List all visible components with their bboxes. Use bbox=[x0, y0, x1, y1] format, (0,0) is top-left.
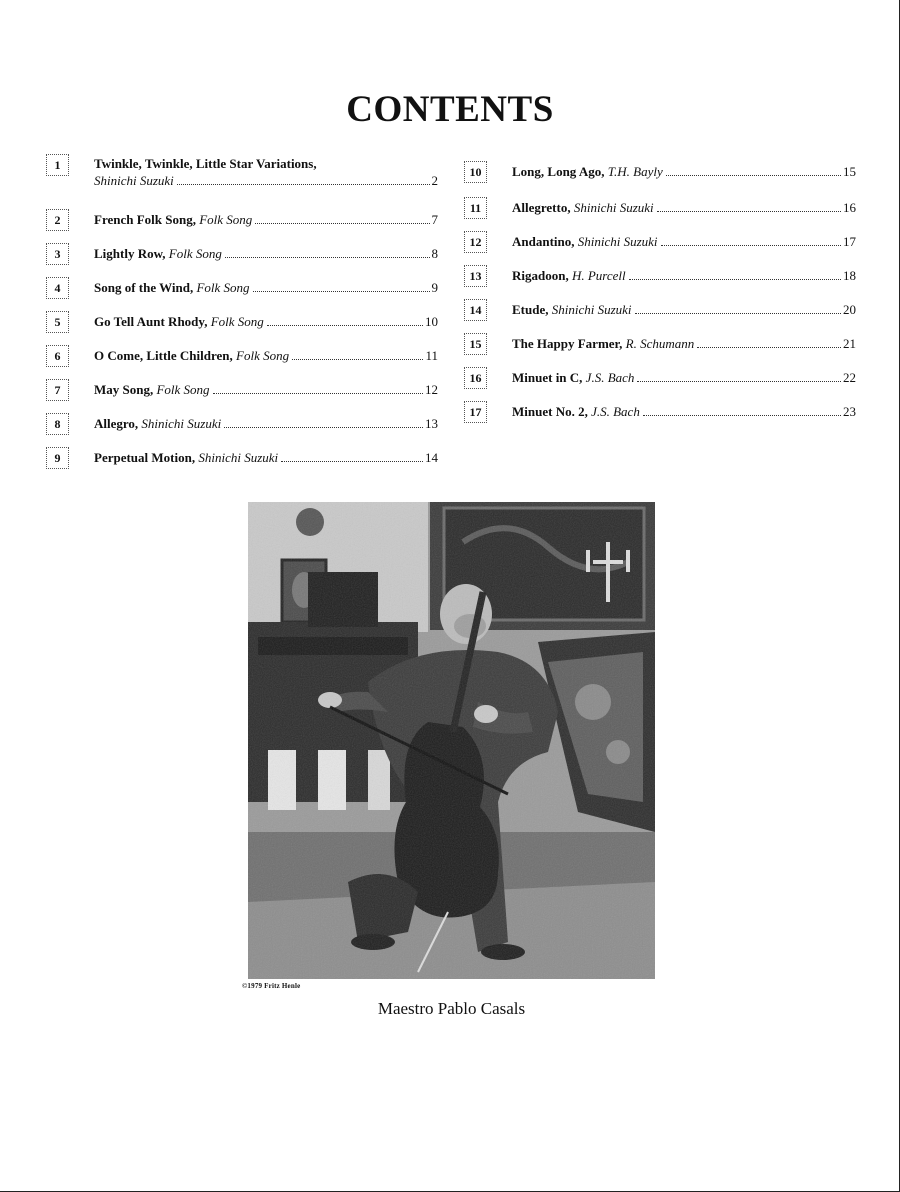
toc-composer: Shinichi Suzuki bbox=[577, 234, 658, 249]
toc-title: Lightly Row, bbox=[94, 246, 166, 261]
dot-leader bbox=[657, 210, 841, 212]
dot-leader bbox=[697, 346, 841, 348]
toc-number-box: 7 bbox=[46, 379, 69, 401]
dot-leader bbox=[224, 426, 423, 428]
toc-composer: Folk Song bbox=[196, 280, 250, 295]
dot-leader bbox=[637, 380, 841, 382]
dot-leader bbox=[177, 183, 430, 185]
toc-title: Long, Long Ago, bbox=[512, 164, 605, 179]
toc-page-number: 8 bbox=[431, 246, 438, 261]
toc-entry-text bbox=[512, 369, 856, 386]
toc-entry-text bbox=[94, 381, 438, 398]
dot-leader bbox=[643, 414, 841, 416]
toc-page-number: 18 bbox=[843, 268, 856, 283]
toc-entry-text bbox=[94, 211, 438, 228]
toc-entry-text bbox=[94, 279, 438, 296]
toc-title: French Folk Song, bbox=[94, 212, 196, 227]
dot-leader bbox=[661, 244, 841, 246]
toc-entry-text bbox=[94, 155, 438, 189]
toc-page-number: 13 bbox=[425, 416, 438, 431]
toc-entry-text bbox=[512, 233, 856, 250]
dot-leader bbox=[213, 392, 423, 394]
toc-number-box: 14 bbox=[464, 299, 487, 321]
toc-number-box: 15 bbox=[464, 333, 487, 355]
toc-page-number: 21 bbox=[843, 336, 856, 351]
toc-composer: Shinichi Suzuki bbox=[141, 416, 222, 431]
toc-title: Song of the Wind, bbox=[94, 280, 194, 295]
toc-title: Rigadoon, bbox=[512, 268, 569, 283]
toc-title: Twinkle, Twinkle, Little Star Variations, bbox=[94, 156, 317, 171]
dot-leader bbox=[255, 222, 429, 224]
toc-page-number: 14 bbox=[425, 450, 438, 465]
dot-leader bbox=[666, 174, 841, 176]
toc-page-number: 15 bbox=[843, 164, 856, 179]
casals-photo bbox=[248, 502, 655, 979]
toc-title: Etude, bbox=[512, 302, 549, 317]
toc-entry-text bbox=[512, 301, 856, 318]
toc-number-box: 5 bbox=[46, 311, 69, 333]
toc-entry-text bbox=[512, 335, 856, 352]
toc-title: Perpetual Motion, bbox=[94, 450, 196, 465]
dot-leader bbox=[267, 324, 423, 326]
toc-entry-text bbox=[94, 449, 438, 466]
toc-number-box: 10 bbox=[464, 161, 487, 183]
toc-number-box: 6 bbox=[46, 345, 69, 367]
toc-page-number: 7 bbox=[431, 212, 438, 227]
toc-composer: Folk Song bbox=[210, 314, 264, 329]
toc-composer: R. Schumann bbox=[625, 336, 695, 351]
dot-leader bbox=[635, 312, 841, 314]
toc-title: Minuet No. 2, bbox=[512, 404, 588, 419]
toc-composer: Shinichi Suzuki bbox=[573, 200, 654, 215]
toc-title: Minuet in C, bbox=[512, 370, 583, 385]
toc-entry-text bbox=[94, 313, 438, 330]
toc-number-box: 17 bbox=[464, 401, 487, 423]
toc-composer: Folk Song bbox=[236, 348, 290, 363]
toc-page-number: 9 bbox=[431, 280, 438, 295]
toc-page-number: 12 bbox=[425, 382, 438, 397]
toc-title: The Happy Farmer, bbox=[512, 336, 623, 351]
toc-composer: Shinichi Suzuki bbox=[551, 302, 632, 317]
toc-entry-text bbox=[94, 415, 438, 432]
toc-entry-text bbox=[94, 347, 438, 364]
toc-page-number: 20 bbox=[843, 302, 856, 317]
photo-caption: Maestro Pablo Casals bbox=[377, 999, 526, 1018]
toc-title: May Song, bbox=[94, 382, 154, 397]
toc-number-box: 16 bbox=[464, 367, 487, 389]
toc-title: Allegretto, bbox=[512, 200, 571, 215]
toc-title: Allegro, bbox=[94, 416, 139, 431]
toc-page-number: 17 bbox=[843, 234, 856, 249]
dot-leader bbox=[253, 290, 430, 292]
photo-credit: ©1979 Fritz Henle bbox=[242, 982, 301, 990]
toc-entry-text bbox=[512, 163, 856, 180]
toc-entry-text bbox=[512, 199, 856, 216]
toc-composer: Folk Song bbox=[199, 212, 253, 227]
toc-title: O Come, Little Children, bbox=[94, 348, 233, 363]
toc-number-box: 11 bbox=[464, 197, 487, 219]
toc-page-number: 10 bbox=[425, 314, 438, 329]
toc-number-box: 8 bbox=[46, 413, 69, 435]
toc-composer: J.S. Bach bbox=[585, 370, 635, 385]
toc-number-box: 3 bbox=[46, 243, 69, 265]
toc-number-box: 1 bbox=[46, 154, 69, 176]
toc-entry-text bbox=[512, 267, 856, 284]
toc-number-box: 2 bbox=[46, 209, 69, 231]
toc-page-number: 11 bbox=[425, 348, 438, 363]
toc-composer: Shinichi Suzuki bbox=[94, 173, 174, 188]
toc-title: Andantino, bbox=[512, 234, 575, 249]
toc-entry-text bbox=[94, 245, 438, 262]
toc-composer: H. Purcell bbox=[571, 268, 626, 283]
dot-leader bbox=[292, 358, 423, 360]
toc-number-box: 13 bbox=[464, 265, 487, 287]
toc-page-number: 2 bbox=[431, 173, 438, 188]
dot-leader bbox=[629, 278, 841, 280]
toc-page-number: 22 bbox=[843, 370, 856, 385]
dot-leader bbox=[225, 256, 430, 258]
toc-number-box: 9 bbox=[46, 447, 69, 469]
toc-title: Go Tell Aunt Rhody, bbox=[94, 314, 208, 329]
page-title: CONTENTS bbox=[346, 89, 554, 130]
toc-number-box: 12 bbox=[464, 231, 487, 253]
toc-page-number: 16 bbox=[843, 200, 856, 215]
toc-composer: Folk Song bbox=[168, 246, 222, 261]
toc-composer: J.S. Bach bbox=[591, 404, 640, 419]
toc-composer: Folk Song bbox=[156, 382, 210, 397]
dot-leader bbox=[281, 460, 423, 462]
toc-number-box: 4 bbox=[46, 277, 69, 299]
toc-entry-text bbox=[512, 403, 856, 420]
toc-composer: T.H. Bayly bbox=[607, 164, 663, 179]
toc-page-number: 23 bbox=[843, 404, 856, 419]
toc-composer: Shinichi Suzuki bbox=[198, 450, 279, 465]
cellist-photo-illustration bbox=[248, 502, 655, 979]
